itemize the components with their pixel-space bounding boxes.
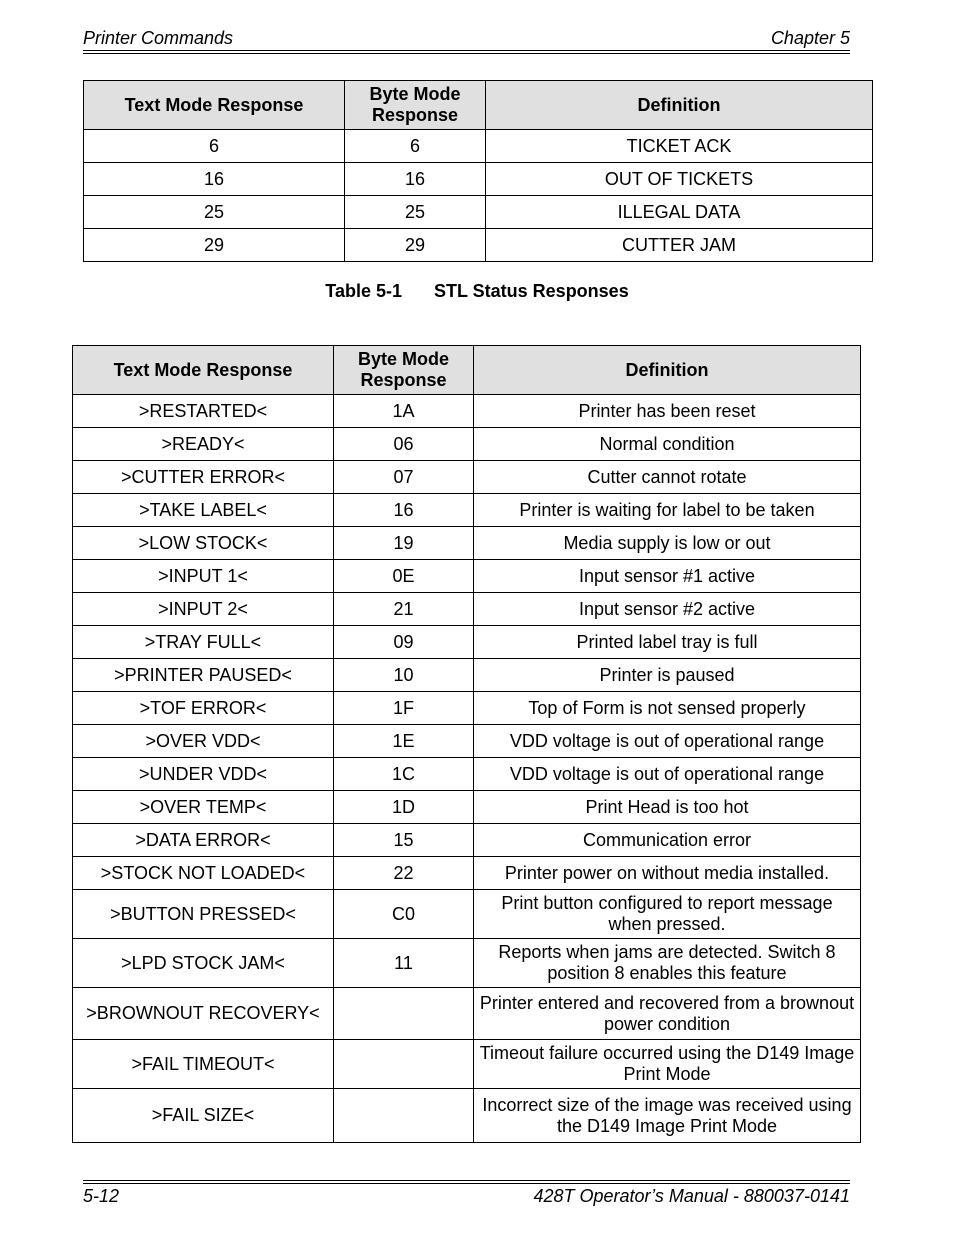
byte-mode-cell: 16 bbox=[345, 163, 486, 196]
table-row bbox=[73, 939, 861, 988]
column-header: Byte Mode Response bbox=[334, 346, 474, 395]
byte-mode-cell: 1C bbox=[334, 758, 474, 791]
table-header-row bbox=[84, 81, 873, 130]
table-row bbox=[73, 560, 861, 593]
definition-cell: VDD voltage is out of operational range bbox=[474, 725, 861, 758]
text-mode-cell: >INPUT 2< bbox=[73, 593, 334, 626]
text-mode-cell: >FAIL TIMEOUT< bbox=[73, 1040, 334, 1089]
definition-cell: Printer is paused bbox=[474, 659, 861, 692]
header-section-title: Printer Commands bbox=[83, 28, 234, 48]
byte-mode-cell: 16 bbox=[334, 494, 474, 527]
table-row bbox=[73, 395, 861, 428]
text-mode-cell: >RESTARTED< bbox=[73, 395, 334, 428]
footer-rule bbox=[83, 1183, 850, 1184]
text-mode-cell: >OVER VDD< bbox=[73, 725, 334, 758]
byte-mode-cell: C0 bbox=[334, 890, 474, 939]
text-mode-cell: >FAIL SIZE< bbox=[73, 1089, 334, 1143]
definition-cell: Communication error bbox=[474, 824, 861, 857]
text-mode-cell: >BROWNOUT RECOVERY< bbox=[73, 988, 334, 1040]
text-mode-cell: 29 bbox=[84, 229, 345, 262]
definition-cell: Timeout failure occurred using the D149 Image Print Mode bbox=[474, 1040, 861, 1089]
text-mode-cell: >LOW STOCK< bbox=[73, 527, 334, 560]
byte-mode-cell: 19 bbox=[334, 527, 474, 560]
text-mode-cell: 6 bbox=[84, 130, 345, 163]
definition-cell: Printer power on without media installed. bbox=[474, 857, 861, 890]
table-row bbox=[84, 196, 873, 229]
definition-cell: Media supply is low or out bbox=[474, 527, 861, 560]
text-mode-cell: >TOF ERROR< bbox=[73, 692, 334, 725]
definition-cell: Cutter cannot rotate bbox=[474, 461, 861, 494]
definition-cell: Printed label tray is full bbox=[474, 626, 861, 659]
table-row bbox=[73, 824, 861, 857]
text-mode-cell: >LPD STOCK JAM< bbox=[73, 939, 334, 988]
definition-cell: Incorrect size of the image was received using the D149 Image Print Mode bbox=[474, 1089, 861, 1143]
byte-mode-cell: 0E bbox=[334, 560, 474, 593]
text-mode-cell: >CUTTER ERROR< bbox=[73, 461, 334, 494]
byte-mode-cell: 1F bbox=[334, 692, 474, 725]
text-mode-cell: >STOCK NOT LOADED< bbox=[73, 857, 334, 890]
byte-mode-cell bbox=[334, 1089, 474, 1143]
header-chapter: Chapter 5 bbox=[770, 28, 850, 48]
table-header-row bbox=[73, 346, 861, 395]
text-mode-cell: >DATA ERROR< bbox=[73, 824, 334, 857]
definition-cell: OUT OF TICKETS bbox=[486, 163, 873, 196]
definition-cell: Top of Form is not sensed properly bbox=[474, 692, 861, 725]
text-mode-cell: >TRAY FULL< bbox=[73, 626, 334, 659]
column-header: Definition bbox=[486, 81, 873, 130]
text-mode-cell: >UNDER VDD< bbox=[73, 758, 334, 791]
table-row bbox=[73, 890, 861, 939]
byte-mode-cell: 1E bbox=[334, 725, 474, 758]
byte-mode-cell: 09 bbox=[334, 626, 474, 659]
header-rule bbox=[83, 50, 850, 51]
byte-mode-cell: 25 bbox=[345, 196, 486, 229]
text-mode-cell: >BUTTON PRESSED< bbox=[73, 890, 334, 939]
header-rule bbox=[83, 53, 850, 54]
table-row bbox=[73, 791, 861, 824]
page-header bbox=[83, 28, 850, 49]
definition-cell: Input sensor #1 active bbox=[474, 560, 861, 593]
definition-cell: Printer is waiting for label to be taken bbox=[474, 494, 861, 527]
table-row bbox=[84, 229, 873, 262]
table-row bbox=[73, 494, 861, 527]
ticket-status-table bbox=[83, 80, 873, 262]
byte-mode-cell: 29 bbox=[345, 229, 486, 262]
table-title: STL Status Responses bbox=[433, 281, 629, 301]
table-row bbox=[73, 758, 861, 791]
table-row bbox=[73, 428, 861, 461]
table-row bbox=[73, 725, 861, 758]
text-mode-cell: >OVER TEMP< bbox=[73, 791, 334, 824]
column-header: Byte Mode Response bbox=[345, 81, 486, 130]
byte-mode-cell: 10 bbox=[334, 659, 474, 692]
definition-cell: Input sensor #2 active bbox=[474, 593, 861, 626]
byte-mode-cell: 21 bbox=[334, 593, 474, 626]
definition-cell: Print Head is too hot bbox=[474, 791, 861, 824]
page-footer bbox=[83, 1186, 850, 1207]
byte-mode-cell: 1A bbox=[334, 395, 474, 428]
column-header: Text Mode Response bbox=[73, 346, 334, 395]
table-row bbox=[73, 659, 861, 692]
definition-cell: CUTTER JAM bbox=[486, 229, 873, 262]
page-number: 5-12 bbox=[83, 1186, 120, 1206]
table-row bbox=[84, 130, 873, 163]
definition-cell: ILLEGAL DATA bbox=[486, 196, 873, 229]
definition-cell: Normal condition bbox=[474, 428, 861, 461]
definition-cell: VDD voltage is out of operational range bbox=[474, 758, 861, 791]
text-mode-cell: >READY< bbox=[73, 428, 334, 461]
byte-mode-cell: 15 bbox=[334, 824, 474, 857]
table-row bbox=[73, 527, 861, 560]
manual-title: 428T Operator’s Manual - 880037-0141 bbox=[533, 1186, 850, 1206]
text-mode-cell: 25 bbox=[84, 196, 345, 229]
table-number: Table 5-1 bbox=[325, 281, 402, 301]
byte-mode-cell: 11 bbox=[334, 939, 474, 988]
byte-mode-cell: 6 bbox=[345, 130, 486, 163]
stl-status-table bbox=[72, 345, 861, 1143]
byte-mode-cell: 06 bbox=[334, 428, 474, 461]
table-row bbox=[73, 1089, 861, 1143]
definition-cell: Printer entered and recovered from a brownout power condition bbox=[474, 988, 861, 1040]
table-caption bbox=[0, 281, 954, 302]
text-mode-cell: >TAKE LABEL< bbox=[73, 494, 334, 527]
byte-mode-cell: 07 bbox=[334, 461, 474, 494]
column-header: Text Mode Response bbox=[84, 81, 345, 130]
definition-cell: Reports when jams are detected. Switch 8 position 8 enables this feature bbox=[474, 939, 861, 988]
text-mode-cell: >INPUT 1< bbox=[73, 560, 334, 593]
byte-mode-cell: 22 bbox=[334, 857, 474, 890]
text-mode-cell: 16 bbox=[84, 163, 345, 196]
byte-mode-cell: 1D bbox=[334, 791, 474, 824]
table-row bbox=[73, 692, 861, 725]
byte-mode-cell bbox=[334, 1040, 474, 1089]
table-row bbox=[73, 857, 861, 890]
table-row bbox=[73, 593, 861, 626]
table-row bbox=[73, 988, 861, 1040]
definition-cell: Print button configured to report message when pressed. bbox=[474, 890, 861, 939]
byte-mode-cell bbox=[334, 988, 474, 1040]
table-row bbox=[73, 1040, 861, 1089]
table-row bbox=[73, 461, 861, 494]
footer-rule bbox=[83, 1180, 850, 1181]
column-header: Definition bbox=[474, 346, 861, 395]
table-row bbox=[73, 626, 861, 659]
definition-cell: TICKET ACK bbox=[486, 130, 873, 163]
table-row bbox=[84, 163, 873, 196]
text-mode-cell: >PRINTER PAUSED< bbox=[73, 659, 334, 692]
definition-cell: Printer has been reset bbox=[474, 395, 861, 428]
